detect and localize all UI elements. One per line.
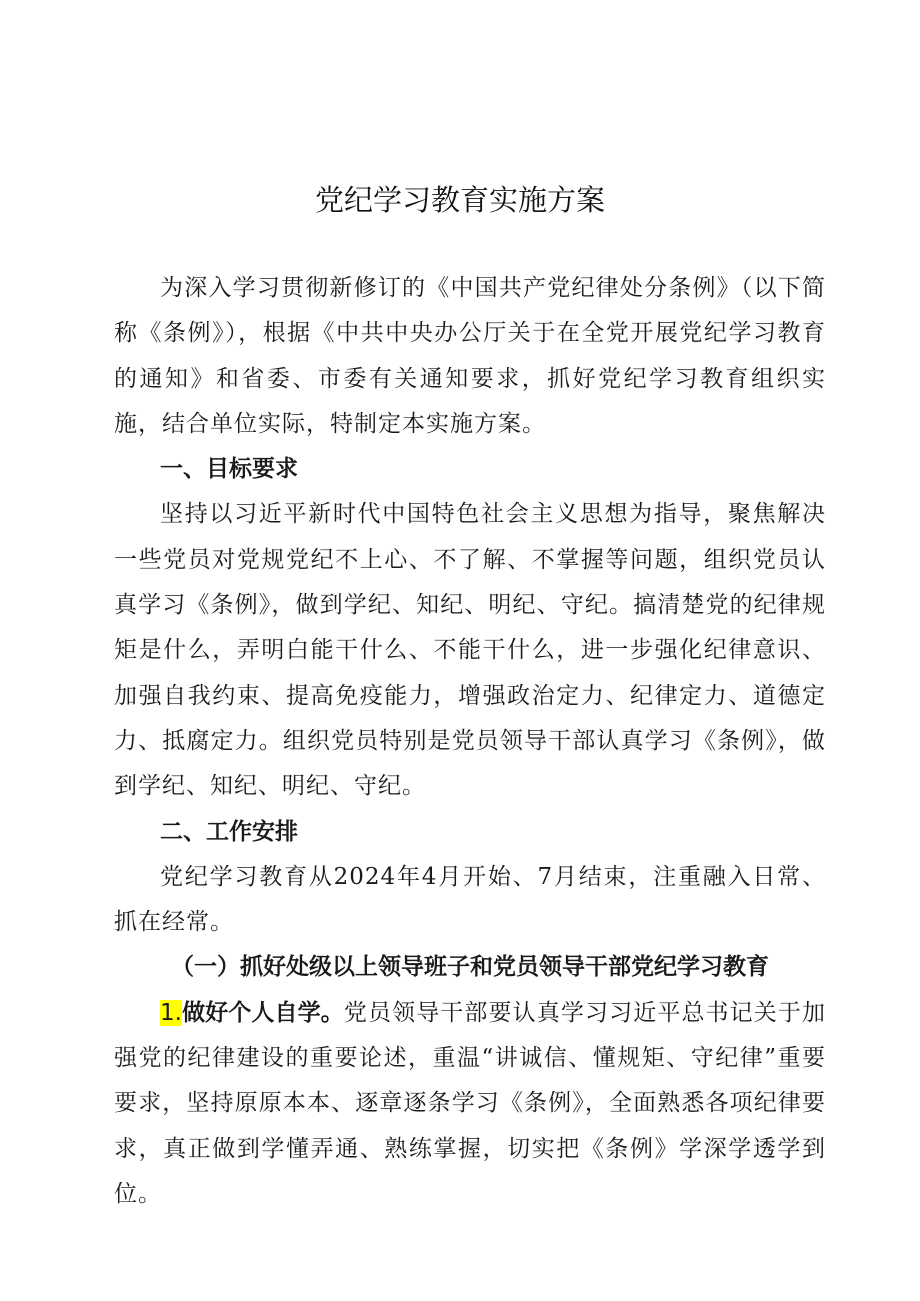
item-paragraph-self-study bbox=[114, 991, 826, 1217]
item-number-highlight: 1. bbox=[160, 999, 182, 1026]
subsection-heading-leaders: （一）抓好处级以上领导班子和党员领导干部党纪学习教育 bbox=[171, 954, 769, 981]
section-heading-arrangement: 二、工作安排 bbox=[160, 818, 298, 845]
arrangement-paragraph: 党纪学习教育从2024年4月开始、7月结束，注重融入日常、抓在经常。 bbox=[114, 863, 826, 936]
document-title: 党纪学习教育实施方案 bbox=[314, 183, 605, 217]
goals-paragraph: 坚持以习近平新时代中国特色社会主义思想为指导，聚焦解决一些党员对党规党纪不上心、不了解、不掌握等问题，组织党员认真学习《条例》，做到学纪、知纪、明纪、守纪。搞清楚党的纪律规矩是什么，弄明白能干什么、不能干什么，进一步强化纪律意识、加强自我约束、提高免疫能力，增强政治定力、纪律定力、道德定力、抵腐定力。组织党员特别是党员领导干部认真学习《条例》，做到学纪、知纪、明纪、守纪。 bbox=[114, 501, 826, 800]
document-body bbox=[114, 266, 826, 1217]
item-lead-text: 做好个人自学。 bbox=[181, 999, 344, 1026]
section-heading-goals: 一、目标要求 bbox=[160, 456, 298, 483]
intro-paragraph: 为深入学习贯彻新修订的《中国共产党纪律处分条例》（以下简称《条例》），根据《中共中央办公厅关于在全党开展党纪学习教育的通知》和省委、市委有关通知要求，抓好党纪学习教育组织实施，结合单位实际，特制定本实施方案。 bbox=[114, 275, 826, 437]
item-body-text: 党员领导干部要认真学习习近平总书记关于加强党的纪律建设的重要论述，重温“讲诚信、懂规矩、守纪律”重要要求，坚持原原本本、逐章逐条学习《条例》，全面熟悉各项纪律要求，真正做到学懂弄通、熟练掌握，切实把《条例》学深学透学到位。 bbox=[114, 999, 827, 1207]
